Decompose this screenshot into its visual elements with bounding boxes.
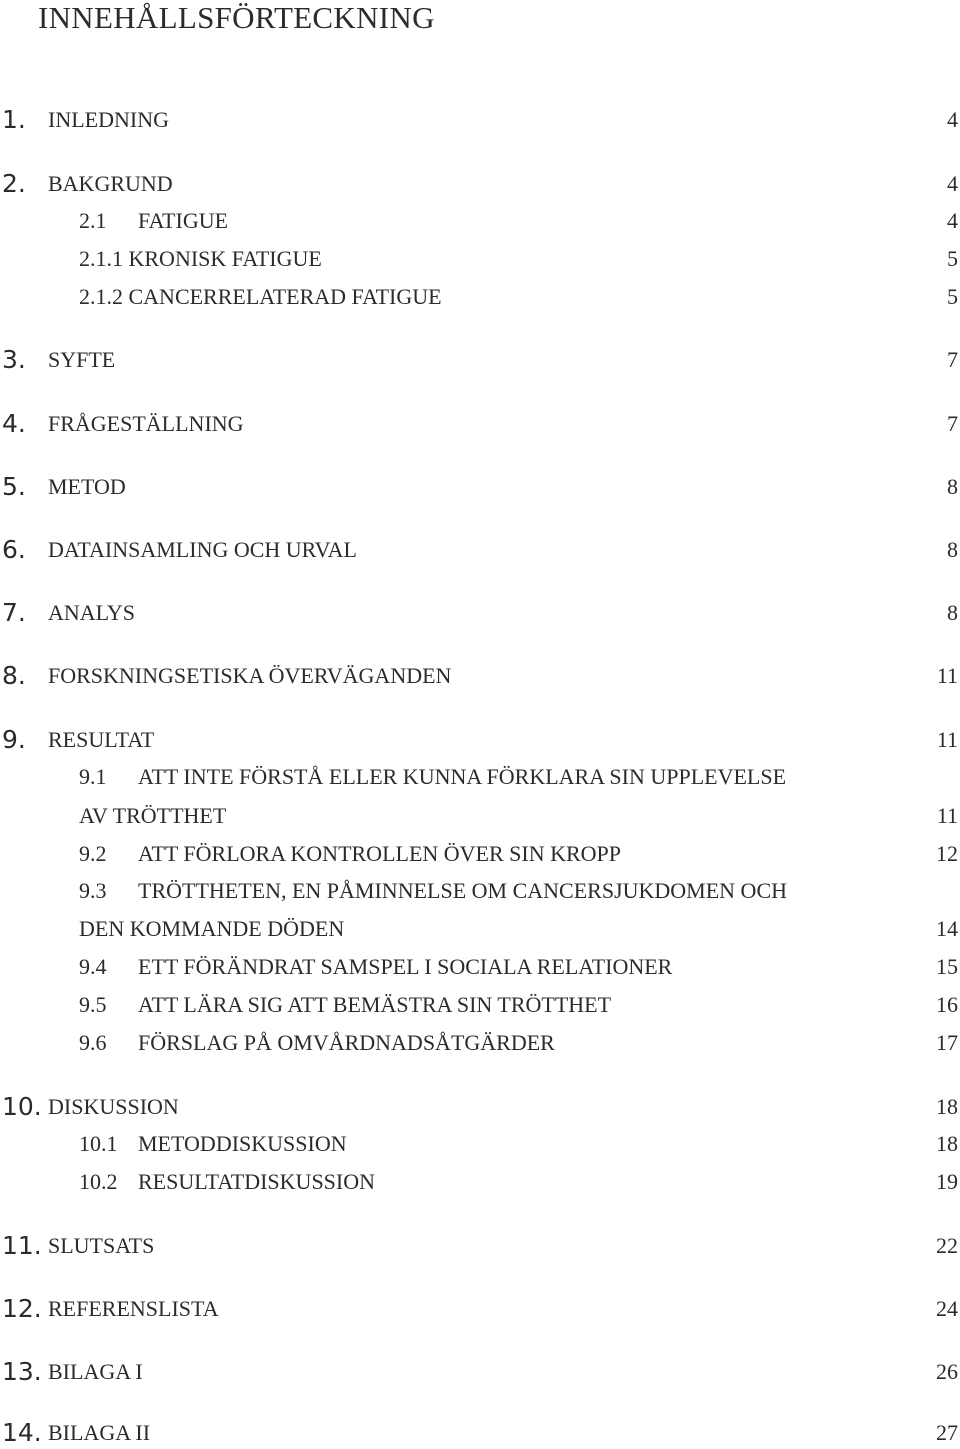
toc-entry-number: 5.	[2, 472, 26, 501]
toc-entry-label: RESULTAT	[48, 727, 155, 752]
toc-entry-page: 7	[947, 347, 958, 372]
toc-entry-6[interactable]	[0, 535, 960, 565]
toc-title: INNEHÅLLSFÖRTECKNING	[38, 0, 435, 35]
toc-entry-number: 12.	[2, 1294, 42, 1323]
toc-entry-1[interactable]	[0, 105, 960, 135]
toc-entry-2[interactable]	[0, 169, 960, 199]
toc-entry-number: 10.2	[79, 1169, 118, 1194]
toc-entry-page: 8	[947, 474, 958, 499]
toc-entry-number: 9.1	[79, 764, 107, 789]
toc-entry-number: 9.2	[79, 841, 107, 866]
toc-entry-5[interactable]	[0, 472, 960, 502]
toc-entry-label: TRÖTTHETEN, EN PÅMINNELSE OM CANCERSJUKDOMEN OCH	[138, 878, 787, 903]
toc-entry-13[interactable]	[0, 1357, 960, 1387]
toc-entry-8[interactable]	[0, 661, 960, 691]
toc-entry-label: REFERENSLISTA	[48, 1296, 219, 1321]
toc-entry-page: 4	[947, 171, 958, 196]
toc-entry-number: 7.	[2, 598, 26, 627]
toc-entry-14[interactable]	[0, 1418, 960, 1448]
toc-entry-12[interactable]	[0, 1294, 960, 1324]
toc-entry-number: 10.	[2, 1092, 42, 1121]
toc-entry-page: 11	[936, 803, 958, 828]
toc-entry-label: DATAINSAMLING OCH URVAL	[48, 537, 357, 562]
toc-entry-10-1[interactable]	[0, 1129, 960, 1159]
toc-entry-number: 9.3	[79, 878, 107, 903]
toc-entry-page: 18	[936, 1094, 958, 1119]
toc-entry-page: 8	[947, 600, 958, 625]
toc-entry-label: ATT LÄRA SIG ATT BEMÄSTRA SIN TRÖTTHET	[138, 992, 612, 1017]
toc-entry-label: FATIGUE	[138, 208, 229, 233]
toc-entry-label: INLEDNING	[48, 107, 169, 132]
toc-entry-number: 1.	[2, 105, 26, 134]
toc-entry-number: 9.4	[79, 954, 107, 979]
toc-entry-page: 11	[936, 727, 958, 752]
toc-entry-label: FORSKNINGSETISKA ÖVERVÄGANDEN	[48, 663, 452, 688]
toc-entry-number: 9.6	[79, 1030, 107, 1055]
toc-entry-number: 6.	[2, 535, 26, 564]
toc-entry-number: 2.1	[79, 208, 107, 233]
toc-entry-label: RESULTATDISKUSSION	[138, 1169, 376, 1194]
toc-entry-page: 16	[936, 992, 958, 1017]
toc-entry-page: 17	[936, 1030, 958, 1055]
toc-entry-number: 4.	[2, 409, 26, 438]
toc-entry-label: METODDISKUSSION	[138, 1131, 347, 1156]
toc-entry-page: 4	[947, 208, 958, 233]
toc-entry-page: 18	[936, 1131, 958, 1156]
toc-entry-2-1[interactable]	[0, 206, 960, 236]
toc-entry-page: 7	[947, 411, 958, 436]
toc-entry-number: 9.	[2, 725, 26, 754]
toc-entry-label: BILAGA I	[48, 1359, 143, 1384]
toc-entry-page: 5	[947, 246, 958, 271]
toc-entry-label: FÖRSLAG PÅ OMVÅRDNADSÅTGÄRDER	[138, 1030, 555, 1055]
toc-entry-label: AV TRÖTTHET	[79, 803, 227, 828]
toc-entry-label: METOD	[48, 474, 126, 499]
toc-entry-label: SYFTE	[48, 347, 116, 372]
toc-entry-11[interactable]	[0, 1231, 960, 1261]
toc-entry-10-2[interactable]	[0, 1167, 960, 1197]
toc-entry-number: 3.	[2, 345, 26, 374]
toc-entry-page: 26	[936, 1359, 958, 1384]
toc-entry-9-1-continued[interactable]	[0, 801, 960, 831]
toc-entry-label: BAKGRUND	[48, 171, 173, 196]
toc-entry-9-6[interactable]	[0, 1028, 960, 1058]
toc-entry-number: 8.	[2, 661, 26, 690]
toc-entry-9-4[interactable]	[0, 952, 960, 982]
toc-entry-label: DISKUSSION	[48, 1094, 179, 1119]
toc-entry-page: 11	[936, 663, 958, 688]
toc-entry-9-1[interactable]	[0, 762, 960, 792]
toc-entry-9-2[interactable]	[0, 839, 960, 869]
toc-entry-page: 5	[947, 284, 958, 309]
toc-entry-page: 8	[947, 537, 958, 562]
toc-entry-page: 22	[936, 1233, 958, 1258]
toc-entry-9-3-continued[interactable]	[0, 914, 960, 944]
toc-entry-9[interactable]	[0, 725, 960, 755]
toc-entry-number: 2.	[2, 169, 26, 198]
toc-entry-label: SLUTSATS	[48, 1233, 155, 1258]
toc-entry-page: 14	[936, 916, 958, 941]
toc-entry-page: 15	[936, 954, 958, 979]
toc-entry-number: 10.1	[79, 1131, 118, 1156]
toc-entry-label: DEN KOMMANDE DÖDEN	[79, 916, 345, 941]
toc-entry-number: 13.	[2, 1357, 42, 1386]
toc-entry-label: ANALYS	[48, 600, 136, 625]
toc-entry-page: 24	[936, 1296, 958, 1321]
toc-entry-2-1-2[interactable]	[0, 282, 960, 312]
toc-entry-2-1-1[interactable]	[0, 244, 960, 274]
toc-entry-4[interactable]	[0, 409, 960, 439]
toc-entry-label: BILAGA II	[48, 1420, 151, 1445]
toc-entry-label: 2.1.2 CANCERRELATERAD FATIGUE	[79, 284, 442, 309]
toc-entry-9-3[interactable]	[0, 876, 960, 906]
toc-entry-number: 9.5	[79, 992, 107, 1017]
toc-entry-3[interactable]	[0, 345, 960, 375]
toc-entry-page: 4	[947, 107, 958, 132]
toc-entry-9-5[interactable]	[0, 990, 960, 1020]
toc-entry-label: ATT INTE FÖRSTÅ ELLER KUNNA FÖRKLARA SIN UPPLEVELSE	[138, 764, 787, 789]
toc-entry-7[interactable]	[0, 598, 960, 628]
toc-entry-number: 11.	[2, 1231, 42, 1260]
toc-entry-10[interactable]	[0, 1092, 960, 1122]
toc-entry-label: 2.1.1 KRONISK FATIGUE	[79, 246, 322, 271]
toc-entry-label: ATT FÖRLORA KONTROLLEN ÖVER SIN KROPP	[138, 841, 622, 866]
toc-entry-page: 27	[936, 1420, 958, 1445]
toc-entry-label: ETT FÖRÄNDRAT SAMSPEL I SOCIALA RELATIONER	[138, 954, 673, 979]
toc-entry-number: 14.	[2, 1418, 42, 1447]
toc-entry-page: 19	[936, 1169, 958, 1194]
toc-entry-label: FRÅGESTÄLLNING	[48, 411, 244, 436]
toc-entry-page: 12	[936, 841, 958, 866]
